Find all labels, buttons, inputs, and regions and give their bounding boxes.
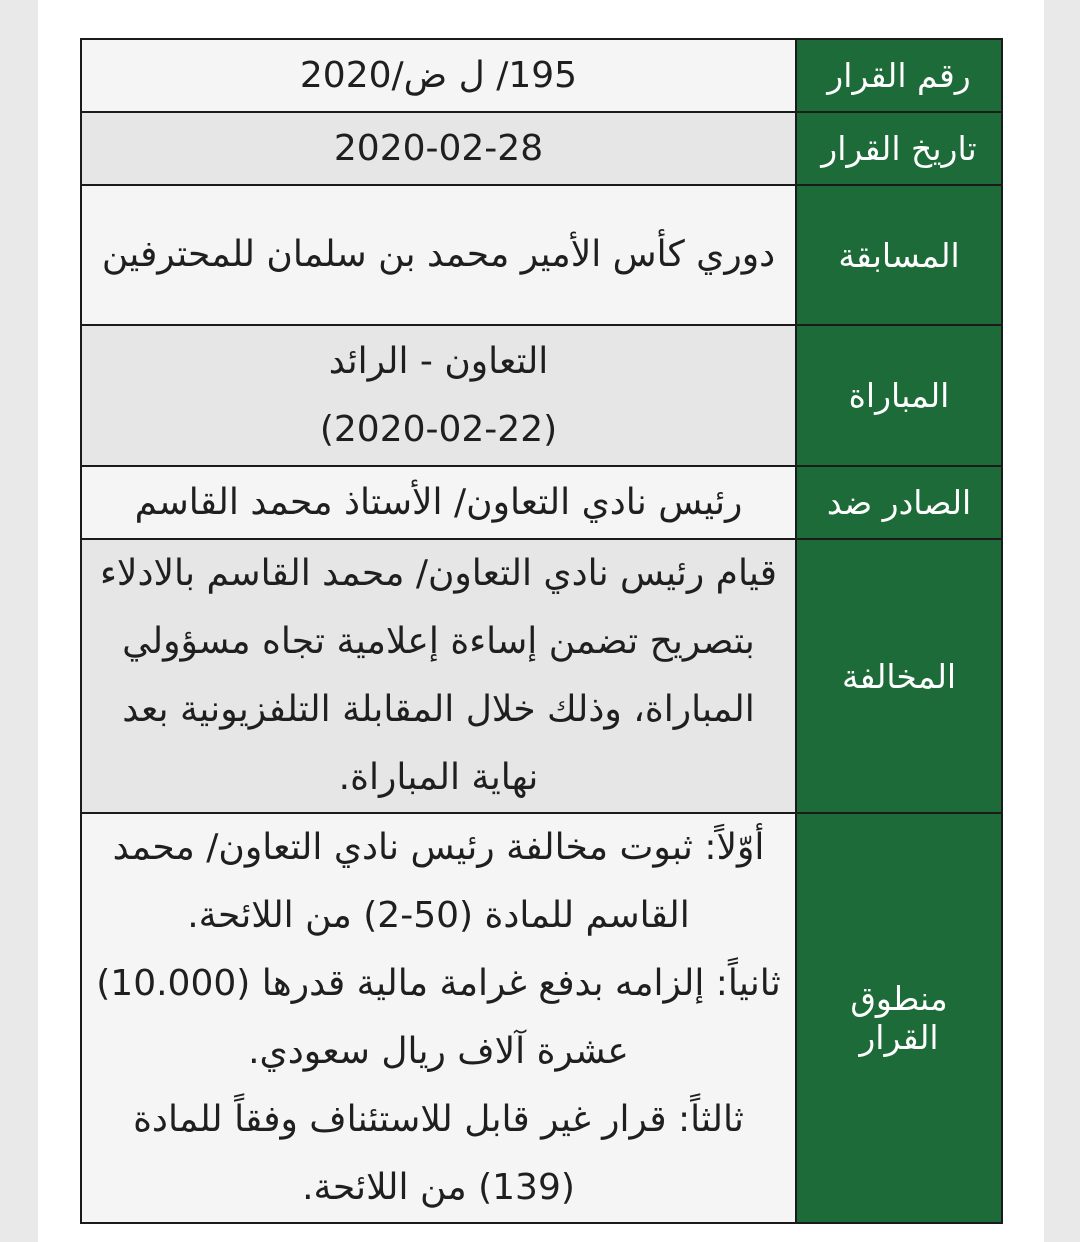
violation-value: قيام رئيس نادي التعاون/ محمد القاسم بالادلاء بتصريح تضمن إساءة إعلامية تجاه مسؤولي المباراة، وذلك خلال المقابلة التلفزيونية بعد نهاية المباراة. <box>81 539 796 813</box>
table-row <box>81 466 1002 539</box>
row-label-decision-date: تاريخ القرار <box>796 112 1002 185</box>
row-label-ruling: منطوق القرار <box>796 813 1002 1223</box>
row-label-competition: المسابقة <box>796 185 1002 325</box>
table-row <box>81 39 1002 112</box>
match-date: (2020-02-22) <box>319 408 558 450</box>
decision-table <box>80 38 1003 1224</box>
row-label-issued-against: الصادر ضد <box>796 466 1002 539</box>
ruling-first: أوّلاً: ثبوت مخالفة رئيس نادي التعاون/ محمد القاسم للمادة (50-2) من اللائحة. <box>112 827 765 936</box>
row-label-decision-number: رقم القرار <box>796 39 1002 112</box>
ruling-third: ثالثاً: قرار غير قابل للاستئناف وفقاً للمادة (139) من اللائحة. <box>133 1099 744 1208</box>
table-row <box>81 325 1002 466</box>
issued-against-value: رئيس نادي التعاون/ الأستاذ محمد القاسم <box>81 466 796 539</box>
row-label-match: المباراة <box>796 325 1002 466</box>
ruling-second: ثانياً: إلزامه بدفع غرامة مالية قدرها (10.000) عشرة آلاف ريال سعودي. <box>96 963 781 1072</box>
table-row <box>81 539 1002 813</box>
competition-value: دوري كأس الأمير محمد بن سلمان للمحترفين <box>81 185 796 325</box>
decision-date-value: 2020-02-28 <box>81 112 796 185</box>
row-label-violation: المخالفة <box>796 539 1002 813</box>
match-teams: التعاون - الرائد <box>328 340 549 382</box>
ruling-value <box>81 813 796 1223</box>
table-row <box>81 112 1002 185</box>
decision-number-value: 195/ ل ض/2020 <box>81 39 796 112</box>
table-row <box>81 813 1002 1223</box>
table-row <box>81 185 1002 325</box>
match-value <box>81 325 796 466</box>
